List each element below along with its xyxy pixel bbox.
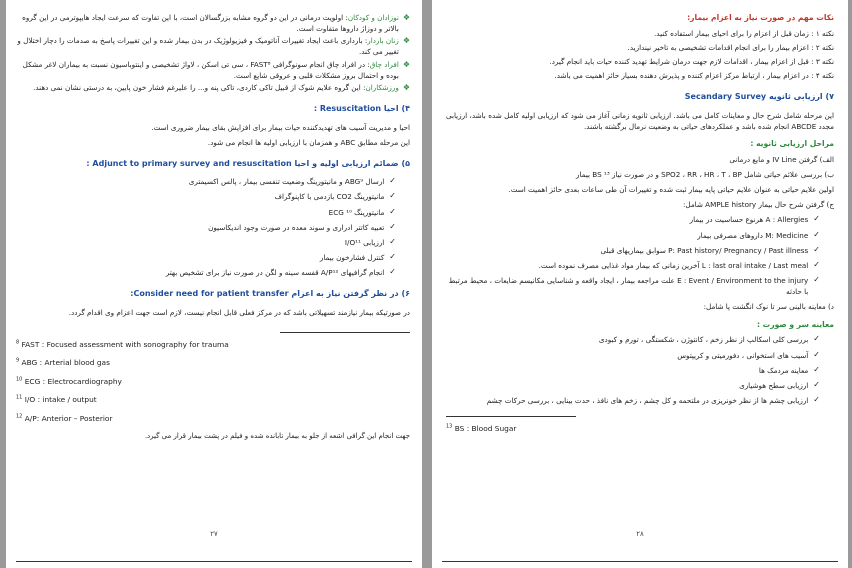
check-icon: ✓ bbox=[813, 275, 820, 285]
list-item: ✓ مانیتورینگ CO2 بازدمی با کاپنوگراف bbox=[274, 191, 396, 202]
check-icon: ✓ bbox=[389, 191, 396, 201]
text-obese: : در افراد چاق انجام سونوگرافی FAST⁸ ، سی تی اسکن ، لاواژ تشخیصی و اینتوباسیون نسبت به بیماران لاغر مشکل بوده و احتمال بروز مشکلات قلبی و عروقی شایع است. bbox=[22, 59, 399, 80]
star-bullet-icon: ❖ bbox=[402, 59, 410, 69]
list-item: ✓ مانیتورینگ ECG ¹⁰ bbox=[328, 206, 396, 217]
list-item: ✓ A : Allergies هرنوع حساسیت در بیمار bbox=[689, 214, 820, 225]
list-item: ✓ M: Medicine داروهای مصرفی بیمار bbox=[697, 229, 820, 240]
term-athletes: ورزشکاران bbox=[365, 82, 399, 92]
page-28 bbox=[432, 0, 848, 568]
page-number: ۲۸ bbox=[636, 530, 644, 539]
section-5-heading: ۵) ضمائم ارزیابی اولیه و احیا Adjunct to primary survey and resuscitation : bbox=[86, 158, 410, 168]
transfer-note-3: نکته ۳ : قبل از اعزام بیمار ، اقدامات لازم جهت درمان شرایط تهدید کننده حیات باید انجام گیرد. bbox=[549, 57, 834, 67]
graphy-note: جهت انجام این گرافی اشعه از جلو به بیمار تابانده شده و فیلم در پشت بیمار قرار می گیرد. bbox=[144, 432, 410, 441]
footnote-11: $^{11}$ I/O : intake / output bbox=[16, 394, 97, 405]
page-27-content bbox=[16, 12, 410, 568]
list-item: ✓ P: Past history/ Pregnancy / Past illness سوابق بیماریهای قبلی bbox=[600, 244, 820, 255]
list-item: ✓ ارزیابی سطح هوشیاری bbox=[739, 379, 820, 390]
page-bottom-rule bbox=[442, 561, 838, 562]
list-item: ✓ انجام گرافیهای A/P¹² قفسه سینه و لگن در صورت نیاز برای تشخیص بهتر bbox=[165, 267, 396, 278]
footnote-divider bbox=[446, 416, 576, 417]
footnote-10: $^{10}$ ECG : Electrocardiography bbox=[16, 376, 122, 386]
star-bullet-icon: ❖ bbox=[402, 13, 410, 22]
list-item: ✓ بررسی کلی اسکالپ از نظر زخم ، کانتوژن ، شکستگی ، تورم و کبودی bbox=[598, 334, 820, 345]
check-icon: ✓ bbox=[813, 214, 820, 224]
text-pregnant: : بارداری باعث ایجاد تغییرات آناتومیک و فیزیولوژیک در بدن بیمار شده و این تغییرات پاسخ به صدمات را دچار اختلال و تغییر می کند. bbox=[17, 36, 399, 57]
check-icon: ✓ bbox=[389, 176, 396, 186]
stage-b: ب) بررسی علائم حیاتی شامل SPO2 ، RR ، HR ، T ، BP و در صورت نیاز BS ¹³ بیمار bbox=[576, 170, 834, 180]
list-item: ✓ ارزیابی چشم ها از نظر خونریزی در ملتحمه و کل چشم ، زخم های نافذ ، حدت بینایی ، بررسی حرکات چشم bbox=[486, 394, 820, 405]
footnote-8: $^8$ FAST : Focused assessment with sonography for trauma bbox=[16, 339, 229, 349]
footnotes-right bbox=[446, 423, 834, 434]
footnote-12: $^{12}$ A/P: Anterior – Posterior bbox=[16, 413, 113, 423]
transfer-note-2: نکته ۲ : اعزام بیمار را برای انجام اقدامات تشخیصی به تاخیر نیندازید. bbox=[627, 42, 834, 52]
check-icon: ✓ bbox=[389, 267, 396, 277]
stage-b-text: اولین علایم حیاتی به عنوان علایم حیاتی پایه بیمار ثبت شده و تغییرات آن طی ساعات بعدی حائز اهمیت است. bbox=[508, 185, 834, 195]
stage-a: الف) گرفتن IV Line و مایع درمانی bbox=[729, 154, 834, 164]
bullet-athletes bbox=[16, 82, 410, 93]
footnote-13: $^{13}$ BS : Blood Sugar bbox=[446, 423, 517, 434]
bullet-infants bbox=[16, 12, 410, 34]
section-4-line-2: این مرحله مطابق ABC و همزمان با ارزیابی اولیه ها انجام می شود. bbox=[207, 137, 410, 147]
section-6-text: در صورتیکه بیمار نیازمند تسهیلاتی باشد که در مرکز فعلی قابل انجام نیست، لازم است جهت اعزام وی اقدام گردد. bbox=[68, 307, 410, 317]
list-item: ✓ E : Event / Environment to the injury علت مراجعه بیمار ، ایجاد واقعه و شناسایی مکانیسم ضایعات ، محیط مرتبط با حادثه bbox=[448, 275, 820, 297]
bullet-pregnant bbox=[16, 35, 410, 57]
head-exam-title: معاینه سر و صورت : bbox=[756, 319, 834, 329]
check-icon: ✓ bbox=[389, 252, 396, 261]
term-infants: نوزادان و کودکان bbox=[347, 13, 399, 22]
section-4-heading: ۴) احیا Resuscitation : bbox=[313, 104, 410, 114]
transfer-note-1: نکته ۱ : زمان قبل از اعزام را برای احیای بیمار استفاده کنید. bbox=[654, 28, 834, 38]
page-bottom-rule bbox=[16, 561, 412, 562]
check-icon: ✓ bbox=[813, 349, 820, 359]
stage-c: ج) گرفتن شرح حال بیمار AMPLE history شامل: bbox=[682, 200, 834, 210]
footnote-divider bbox=[280, 332, 410, 333]
check-icon: ✓ bbox=[813, 244, 820, 254]
check-icon: ✓ bbox=[389, 221, 396, 231]
list-item: ✓ ارسال ABG⁹ و مانیتورینگ وضعیت تنفسی بیمار ، پالس اکسیمتری bbox=[188, 176, 396, 187]
check-icon: ✓ bbox=[813, 334, 820, 344]
check-icon: ✓ bbox=[389, 206, 396, 216]
check-icon: ✓ bbox=[813, 364, 820, 374]
section-7-text: این مرحله شامل شرح حال و معاینات کامل می باشد. ارزیابی ثانویه زمانی آغاز می شود که ارزیابی اولیه کامل شده باشد، ارزیابی مجدد ABCDE انجام شده باشد و عملکردهای حیاتی به وضعیت نرمال برگشته باشند. bbox=[446, 110, 834, 131]
term-obese: افراد چاق bbox=[369, 59, 399, 69]
list-item: ✓ L : last oral intake / Last meal آخرین زمانی که بیمار مواد غذایی مصرف نموده است. bbox=[538, 259, 820, 270]
check-icon: ✓ bbox=[813, 394, 820, 404]
page-28-content bbox=[446, 12, 834, 568]
list-item: ✓ معاینه مردمک ها bbox=[758, 364, 820, 375]
list-item: ✓ تعبیه کاتتر ادراری و سوند معده در صورت وجود اندیکاسیون bbox=[208, 221, 396, 232]
check-icon: ✓ bbox=[813, 379, 820, 389]
footnotes-left bbox=[16, 339, 410, 424]
footnote-9: $^9$ ABG : Arterial blood gas bbox=[16, 357, 110, 368]
list-item: ✓ کنترل فشارخون بیمار bbox=[319, 252, 396, 262]
transfer-notes-title: نکات مهم در صورت نیاز به اعزام بیمار: bbox=[687, 13, 834, 22]
star-bullet-icon: ❖ bbox=[402, 82, 410, 92]
check-icon: ✓ bbox=[813, 229, 820, 239]
text-infants: : اولویت درمانی در این دو گروه مشابه بزرگسالان است، با این تفاوت که سرعت ایجاد هایپوترمی در این گروه بالاتر و دوزاژ داروها متفاوت است. bbox=[22, 13, 399, 34]
star-bullet-icon: ❖ bbox=[402, 36, 410, 46]
stage-d: د) معاینه بالینی سر تا نوک انگشت پا شامل: bbox=[703, 302, 834, 312]
check-icon: ✓ bbox=[813, 259, 820, 269]
secondary-stages-title: مراحل ارزیابی ثانویه : bbox=[750, 139, 834, 149]
page-27 bbox=[6, 0, 422, 568]
text-athletes: : این گروه علایم شوک از قبیل تاکی کاردی، تاکی پنه و... را علیرغم فشار خون پایین، به درستی نشان نمی دهند. bbox=[33, 82, 366, 92]
section-6-heading: ۶) در نظر گرفتن نیاز به اعزام Consider need for patient transfer: bbox=[130, 289, 410, 299]
list-item: ✓ آسیب های استخوانی ، دفورمیتی و کریپتوس bbox=[677, 349, 820, 360]
page-number: ۲۷ bbox=[210, 530, 218, 539]
transfer-note-4: نکته ۴ : در اعزام بیمار ، ارتباط مرکز اعزام کننده و پذیرش دهنده بسیار حائز اهمیت می باشد. bbox=[554, 71, 834, 81]
section-7-heading: ۷) ارزیابی ثانویه Secandary Survey bbox=[684, 92, 834, 102]
check-icon: ✓ bbox=[389, 236, 396, 246]
list-item: ✓ ارزیابی I/O¹¹ bbox=[344, 236, 396, 247]
term-pregnant: زنان باردار bbox=[367, 36, 399, 46]
bullet-obese bbox=[16, 59, 410, 81]
section-4-line-1: احیا و مدیریت آسیب های تهدیدکننده حیات بیمار برای افزایش بقای بیمار ضروری است. bbox=[151, 122, 410, 132]
